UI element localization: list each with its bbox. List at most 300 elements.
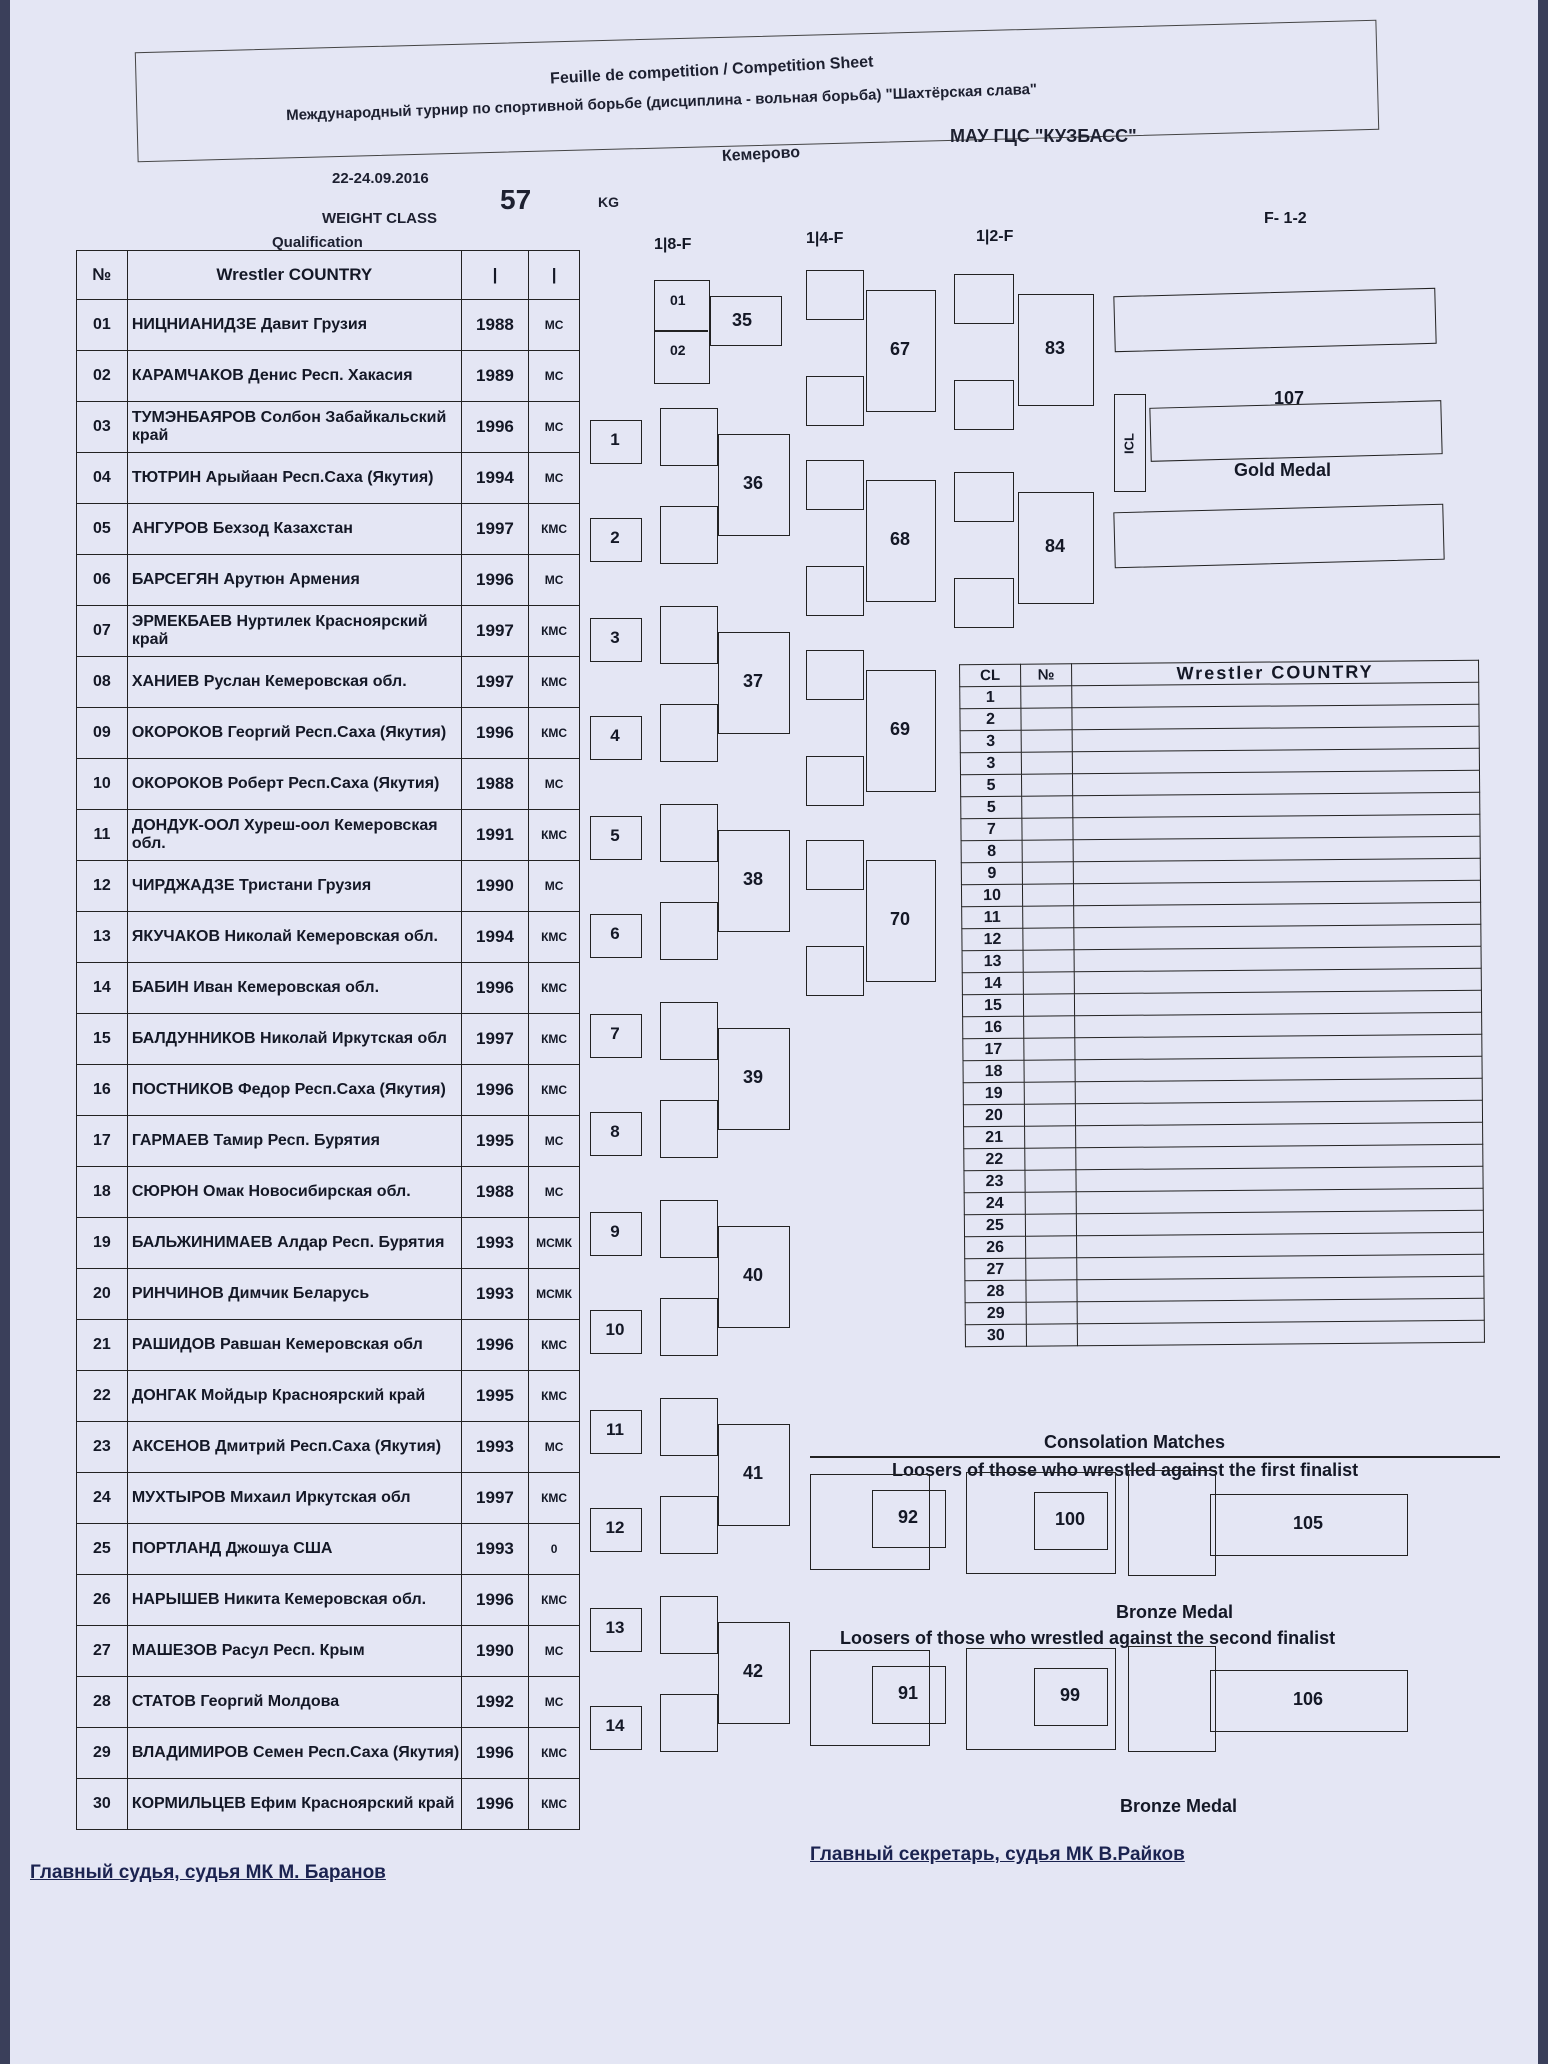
place-cell: 16	[963, 1016, 1024, 1039]
table-row	[77, 1116, 580, 1167]
cell-rank: МС	[529, 453, 580, 504]
cell-no: 30	[77, 1779, 128, 1830]
cell-year: 1993	[461, 1524, 528, 1575]
cell-year: 1994	[461, 912, 528, 963]
cell-name: МУХТЫРОВ Михаил Иркутская обл	[127, 1473, 461, 1524]
cell-rank: КМС	[529, 1473, 580, 1524]
cell-name: ПОСТНИКОВ Федор Респ.Саха (Якутия)	[127, 1065, 461, 1116]
table-row	[77, 1524, 580, 1575]
table-row	[77, 912, 580, 963]
table-row	[77, 1626, 580, 1677]
number-cell	[1021, 686, 1072, 708]
tournament-title: Международный турнир по спортивной борьбе (дисциплина - вольная борьба) "Шахтёрская слава"	[285, 80, 1038, 125]
match-side-box-2	[806, 650, 864, 700]
number-cell	[1022, 862, 1073, 884]
weight-value: 57	[500, 184, 532, 215]
semi-side-box-low-1	[954, 578, 1014, 628]
cell-name: СЮРЮН Омак Новосибирская обл.	[127, 1167, 461, 1218]
match-side-box-low-2	[806, 756, 864, 806]
cell-no: 29	[77, 1728, 128, 1779]
cell-name: ТУМЭНБАЯРОВ Солбон Забайкальский край	[127, 402, 461, 453]
slot-box-10-label: 10	[605, 1320, 625, 1339]
semi-side-box-1	[954, 472, 1014, 522]
cell-name: ХАНИЕВ Руслан Кемеровская обл.	[127, 657, 461, 708]
place-cell: 3	[960, 730, 1021, 753]
cell-year: 1997	[461, 1014, 528, 1065]
match-box-84-label: 84	[1044, 536, 1066, 556]
cell-rank: КМС	[529, 1065, 580, 1116]
table-row	[77, 1167, 580, 1218]
place-cell: 5	[960, 774, 1021, 797]
weight-unit: KG	[598, 194, 619, 210]
number-cell	[1023, 972, 1074, 994]
cell-year: 1990	[461, 861, 528, 912]
number-cell	[1023, 906, 1074, 928]
cell-name: АНГУРОВ Бехзод Казахстан	[127, 504, 461, 555]
place-cell: 7	[961, 818, 1022, 841]
cell-no: 28	[77, 1677, 128, 1728]
number-cell	[1023, 928, 1074, 950]
cell-no: 02	[77, 351, 128, 402]
cell-name: ЧИРДЖАДЗЕ Тристани Грузия	[127, 861, 461, 912]
table-row	[77, 1575, 580, 1626]
cell-year: 1995	[461, 1371, 528, 1422]
place-cell: 3	[960, 752, 1021, 775]
slot-line-box-7	[660, 1002, 718, 1060]
number-cell	[1024, 1104, 1075, 1126]
slot-line-box-5	[660, 804, 718, 862]
table-row	[77, 1422, 580, 1473]
place-cell: 10	[961, 884, 1022, 907]
col-year: |	[461, 251, 528, 300]
first-finalist-caption: Loosers of those who wrestled against the first finalist	[892, 1460, 1359, 1480]
match-side-box-3	[806, 840, 864, 890]
cell-rank: КМС	[529, 1320, 580, 1371]
cell-rank: МСМК	[529, 1269, 580, 1320]
slot-line-box-1	[660, 408, 718, 466]
number-cell	[1025, 1170, 1076, 1192]
cell-no: 01	[77, 300, 128, 351]
sheet-title: Feuille de competition / Competition Sheet	[549, 53, 874, 88]
cell-no: 22	[77, 1371, 128, 1422]
cell-year: 1993	[461, 1218, 528, 1269]
final-box-bottom	[1113, 504, 1444, 569]
cell-no: 09	[77, 708, 128, 759]
cell-rank: МСМК	[529, 1218, 580, 1269]
cell-year: 1989	[461, 351, 528, 402]
qualification-label: Qualification	[272, 234, 363, 251]
number-cell	[1021, 730, 1072, 752]
table-row	[77, 963, 580, 1014]
cell-no: 19	[77, 1218, 128, 1269]
cell-rank: КМС	[529, 1371, 580, 1422]
cell-rank: КМС	[529, 606, 580, 657]
cell-no: 06	[77, 555, 128, 606]
place-cell: 14	[962, 972, 1023, 995]
slot-box-7-label: 7	[610, 1024, 620, 1043]
cell-no: 20	[77, 1269, 128, 1320]
prelim-slot-02: 02	[670, 342, 686, 358]
cell-rank: 0	[529, 1524, 580, 1575]
match-box-83-label: 83	[1044, 338, 1066, 358]
slot-line-box-9	[660, 1200, 718, 1258]
cell-name: МАШЕЗОВ Расул Респ. Крым	[127, 1626, 461, 1677]
match-box-41-label: 41	[742, 1463, 764, 1483]
table-row	[77, 1677, 580, 1728]
number-cell	[1024, 1060, 1075, 1082]
cell-rank: КМС	[529, 912, 580, 963]
cell-name: РИНЧИНОВ Димчик Беларусь	[127, 1269, 461, 1320]
table-row	[77, 759, 580, 810]
number-cell	[1022, 796, 1073, 818]
cl-label: ICL	[1121, 433, 1137, 454]
weight-class-label: WEIGHT CLASS	[322, 210, 437, 227]
slot-line-box-10	[660, 1298, 718, 1356]
place-cell: 17	[963, 1038, 1024, 1061]
cell-rank: КМС	[529, 1014, 580, 1065]
slot-box-12-label: 12	[605, 1518, 625, 1537]
place-cell: 29	[965, 1302, 1026, 1325]
col-no: №	[77, 251, 128, 300]
number-cell	[1021, 752, 1072, 774]
place-cell: 25	[964, 1214, 1025, 1237]
cell-name: ДОНГАК Мойдыр Красноярский край	[127, 1371, 461, 1422]
cons-1-match-b-label: 99	[1059, 1685, 1081, 1705]
cell-year: 1996	[461, 1779, 528, 1830]
cell-no: 23	[77, 1422, 128, 1473]
cell-name: НИЦНИАНИДЗЕ Давит Грузия	[127, 300, 461, 351]
slot-line-box-4	[660, 704, 718, 762]
number-cell	[1025, 1192, 1076, 1214]
table-row	[77, 1371, 580, 1422]
slot-line-box-13	[660, 1596, 718, 1654]
cell-no: 17	[77, 1116, 128, 1167]
cell-rank: КМС	[529, 1728, 580, 1779]
number-cell	[1022, 884, 1073, 906]
cell-year: 1996	[461, 963, 528, 1014]
match-box-40-label: 40	[742, 1265, 764, 1285]
number-cell	[1024, 1082, 1075, 1104]
table-row	[77, 1014, 580, 1065]
slot-box-13-label: 13	[605, 1618, 625, 1637]
cell-year: 1996	[461, 1575, 528, 1626]
final-box-middle	[1149, 400, 1442, 462]
round-label-1-4: 1|4-F	[806, 230, 844, 247]
chief-secretary-signature: Главный секретарь, судья МК В.Райков	[810, 1844, 1185, 1865]
cell-no: 25	[77, 1524, 128, 1575]
qualification-rows	[77, 300, 580, 1830]
place-cell: 5	[961, 796, 1022, 819]
match-side-box-low-1	[806, 566, 864, 616]
number-cell	[1026, 1258, 1077, 1280]
dates: 22-24.09.2016	[332, 170, 429, 187]
number-cell	[1024, 1016, 1075, 1038]
cell-name: ДОНДУК-ООЛ Хуреш-оол Кемеровская обл.	[127, 810, 461, 861]
cell-no: 07	[77, 606, 128, 657]
slot-line-box-2	[660, 506, 718, 564]
place-cell: 22	[964, 1148, 1025, 1171]
semi-side-box-0	[954, 274, 1014, 324]
cell-year: 1996	[461, 1728, 528, 1779]
consolation-title: Consolation Matches	[1044, 1432, 1226, 1452]
cons-0-match-a-label: 92	[897, 1507, 919, 1527]
cell-year: 1997	[461, 606, 528, 657]
qualification-table	[76, 250, 580, 1830]
cell-rank: МС	[529, 555, 580, 606]
match-side-box-1	[806, 460, 864, 510]
consolation-rule	[810, 1456, 1500, 1458]
place-cell: 28	[965, 1280, 1026, 1303]
table-row	[77, 453, 580, 504]
slot-box-2-label: 2	[610, 528, 620, 547]
number-cell	[1022, 818, 1073, 840]
gold-medal-label: Gold Medal	[1234, 460, 1332, 480]
number-cell	[1025, 1126, 1076, 1148]
cell-name: КАРАМЧАКОВ Денис Респ. Хакасия	[127, 351, 461, 402]
cons-0-final-box-label: 105	[1292, 1513, 1324, 1533]
cell-name: РАШИДОВ Равшан Кемеровская обл	[127, 1320, 461, 1371]
venue: МАУ ГЦС "КУЗБАСС"	[950, 126, 1137, 146]
cell-rank: МС	[529, 759, 580, 810]
place-cell: 12	[962, 928, 1023, 951]
cell-year: 1997	[461, 1473, 528, 1524]
match-box-70-label: 70	[889, 909, 911, 929]
cell-no: 12	[77, 861, 128, 912]
cell-name: ЯКУЧАКОВ Николай Кемеровская обл.	[127, 912, 461, 963]
slot-line-box-12	[660, 1496, 718, 1554]
match-box-67-label: 67	[889, 339, 911, 359]
cell-name: СТАТОВ Георгий Молдова	[127, 1677, 461, 1728]
cell-rank: КМС	[529, 657, 580, 708]
cell-no: 03	[77, 402, 128, 453]
cell-no: 11	[77, 810, 128, 861]
cell-no: 16	[77, 1065, 128, 1116]
match-box-39-label: 39	[742, 1067, 764, 1087]
cell-year: 1992	[461, 1677, 528, 1728]
cell-rank: КМС	[529, 1575, 580, 1626]
cons-1-final-box-label: 106	[1292, 1689, 1324, 1709]
cell-no: 18	[77, 1167, 128, 1218]
place-cell: 18	[963, 1060, 1024, 1083]
table-row	[77, 504, 580, 555]
cell-year: 1991	[461, 810, 528, 861]
match-box-69-label: 69	[889, 719, 911, 739]
place-cell: 30	[965, 1324, 1026, 1347]
match-box-42-label: 42	[742, 1661, 764, 1681]
chief-judge-signature: Главный судья, судья МК М. Баранов	[30, 1862, 386, 1883]
cell-rank: КМС	[529, 708, 580, 759]
cell-rank: КМС	[529, 963, 580, 1014]
cell-name: ОКОРОКОВ Роберт Респ.Саха (Якутия)	[127, 759, 461, 810]
table-row	[77, 1269, 580, 1320]
cell-name: ВЛАДИМИРОВ Семен Респ.Саха (Якутия)	[127, 1728, 461, 1779]
cell-rank: МС	[529, 402, 580, 453]
cons-0-match-b-label: 100	[1054, 1509, 1086, 1529]
cell-no: 21	[77, 1320, 128, 1371]
cell-year: 1996	[461, 402, 528, 453]
cell-year: 1988	[461, 300, 528, 351]
cell-name: КОРМИЛЬЦЕВ Ефим Красноярский край	[127, 1779, 461, 1830]
table-row	[77, 657, 580, 708]
cell-rank: КМС	[529, 1779, 580, 1830]
table-row	[77, 606, 580, 657]
cell-rank: КМС	[529, 504, 580, 555]
cell-year: 1988	[461, 759, 528, 810]
place-cell: 20	[963, 1104, 1024, 1127]
competition-sheet	[10, 0, 1538, 2064]
place-cell: 13	[962, 950, 1023, 973]
results-rows	[960, 682, 1485, 1347]
cell-name: ОКОРОКОВ Георгий Респ.Саха (Якутия)	[127, 708, 461, 759]
match-box-38-label: 38	[742, 869, 764, 889]
cell-no: 05	[77, 504, 128, 555]
cons-1-right-frame	[1128, 1646, 1216, 1752]
cell-no: 08	[77, 657, 128, 708]
cell-no: 14	[77, 963, 128, 1014]
results-col-wrestler: Wrestler COUNTRY	[1072, 660, 1479, 686]
slot-line-box-8	[660, 1100, 718, 1158]
bronze-medal-label-1: Bronze Medal	[1116, 1602, 1234, 1622]
cell-rank: МС	[529, 300, 580, 351]
place-cell: 24	[964, 1192, 1025, 1215]
cell-year: 1997	[461, 657, 528, 708]
match-side-box-low-0	[806, 376, 864, 426]
cell-year: 1993	[461, 1269, 528, 1320]
place-cell: 19	[963, 1082, 1024, 1105]
match-number-35: 35	[732, 310, 753, 330]
cell-no: 26	[77, 1575, 128, 1626]
cons-0-right-frame	[1128, 1470, 1216, 1576]
place-cell: 9	[961, 862, 1022, 885]
prelim-slot-01: 01	[670, 292, 686, 308]
cell-rank: МС	[529, 1677, 580, 1728]
slot-box-6-label: 6	[610, 924, 620, 943]
results-row	[965, 1320, 1484, 1347]
slot-box-8-label: 8	[610, 1122, 620, 1141]
slot-box-4-label: 4	[610, 726, 620, 745]
cell-year: 1988	[461, 1167, 528, 1218]
city: Кемерово	[721, 143, 801, 166]
cell-no: 13	[77, 912, 128, 963]
cell-name: БАЛДУННИКОВ Николай Иркутская обл	[127, 1014, 461, 1065]
second-finalist-caption: Loosers of those who wrestled against the second finalist	[840, 1628, 1336, 1648]
slot-box-11-label: 11	[606, 1420, 624, 1439]
round-label-1-2: 1|2-F	[976, 228, 1014, 245]
slot-line-box-11	[660, 1398, 718, 1456]
slot-box-5-label: 5	[610, 826, 620, 845]
wrestler-cell	[1077, 1320, 1484, 1346]
table-row	[77, 1065, 580, 1116]
cell-rank: МС	[529, 1116, 580, 1167]
cell-year: 1993	[461, 1422, 528, 1473]
match-box-36-label: 36	[742, 473, 764, 493]
cell-name: ПОРТЛАНД Джошуа США	[127, 1524, 461, 1575]
table-row	[77, 1473, 580, 1524]
col-rank: |	[529, 251, 580, 300]
slot-line-box-3	[660, 606, 718, 664]
number-cell	[1022, 840, 1073, 862]
number-cell	[1021, 708, 1072, 730]
table-row	[77, 861, 580, 912]
place-cell: 11	[962, 906, 1023, 929]
results-col-cl: CL	[960, 664, 1021, 687]
cell-name: ТЮТРИН Арыйаан Респ.Саха (Якутия)	[127, 453, 461, 504]
final-match-number: 107	[1274, 388, 1305, 408]
slot-box-3-label: 3	[610, 628, 620, 647]
cons-1-match-a-label: 91	[897, 1683, 919, 1703]
table-row	[77, 351, 580, 402]
place-cell: 26	[965, 1236, 1026, 1259]
cell-rank: КМС	[529, 810, 580, 861]
bronze-medal-label-2: Bronze Medal	[1120, 1796, 1238, 1816]
final-box-top	[1113, 288, 1436, 352]
cell-no: 27	[77, 1626, 128, 1677]
number-cell	[1026, 1236, 1077, 1258]
number-cell	[1025, 1148, 1076, 1170]
table-row	[77, 1779, 580, 1830]
place-cell: 27	[965, 1258, 1026, 1281]
table-row	[77, 1728, 580, 1779]
cell-name: БАЛЬЖИНИМАЕВ Алдар Респ. Бурятия	[127, 1218, 461, 1269]
round-label-final: F- 1-2	[1264, 210, 1307, 227]
table-row	[77, 708, 580, 759]
table-row	[77, 1218, 580, 1269]
number-cell	[1023, 950, 1074, 972]
cell-rank: МС	[529, 1626, 580, 1677]
cell-name: НАРЫШЕВ Никита Кемеровская обл.	[127, 1575, 461, 1626]
cell-no: 24	[77, 1473, 128, 1524]
slot-box-14-label: 14	[605, 1716, 625, 1735]
slot-line-box-6	[660, 902, 718, 960]
cell-year: 1990	[461, 1626, 528, 1677]
cell-year: 1995	[461, 1116, 528, 1167]
slot-line-box-14	[660, 1694, 718, 1752]
cell-name: БАБИН Иван Кемеровская обл.	[127, 963, 461, 1014]
cell-rank: МС	[529, 861, 580, 912]
number-cell	[1026, 1302, 1077, 1324]
number-cell	[1024, 1038, 1075, 1060]
place-cell: 15	[962, 994, 1023, 1017]
cell-year: 1997	[461, 504, 528, 555]
cell-name: ЭРМЕКБАЕВ Нуртилек Красноярский край	[127, 606, 461, 657]
cell-no: 10	[77, 759, 128, 810]
cell-name: АКСЕНОВ Дмитрий Респ.Саха (Якутия)	[127, 1422, 461, 1473]
number-cell	[1025, 1214, 1076, 1236]
cell-no: 15	[77, 1014, 128, 1065]
match-side-box-0	[806, 270, 864, 320]
match-box-68-label: 68	[889, 529, 911, 549]
cell-rank: МС	[529, 1167, 580, 1218]
number-cell	[1026, 1324, 1077, 1346]
table-row	[77, 1320, 580, 1371]
cell-name: БАРСЕГЯН Арутюн Армения	[127, 555, 461, 606]
place-cell: 21	[964, 1126, 1025, 1149]
round-label-1-8: 1|8-F	[654, 236, 692, 253]
semi-side-box-low-0	[954, 380, 1014, 430]
cell-year: 1994	[461, 453, 528, 504]
place-cell: 1	[960, 686, 1021, 709]
number-cell	[1023, 994, 1074, 1016]
cell-no: 04	[77, 453, 128, 504]
slot-box-9-label: 9	[610, 1222, 620, 1241]
cell-year: 1996	[461, 555, 528, 606]
cell-year: 1996	[461, 708, 528, 759]
table-row	[77, 300, 580, 351]
place-cell: 2	[960, 708, 1021, 731]
table-row	[77, 555, 580, 606]
place-cell: 23	[964, 1170, 1025, 1193]
slot-box-1-label: 1	[610, 430, 620, 449]
